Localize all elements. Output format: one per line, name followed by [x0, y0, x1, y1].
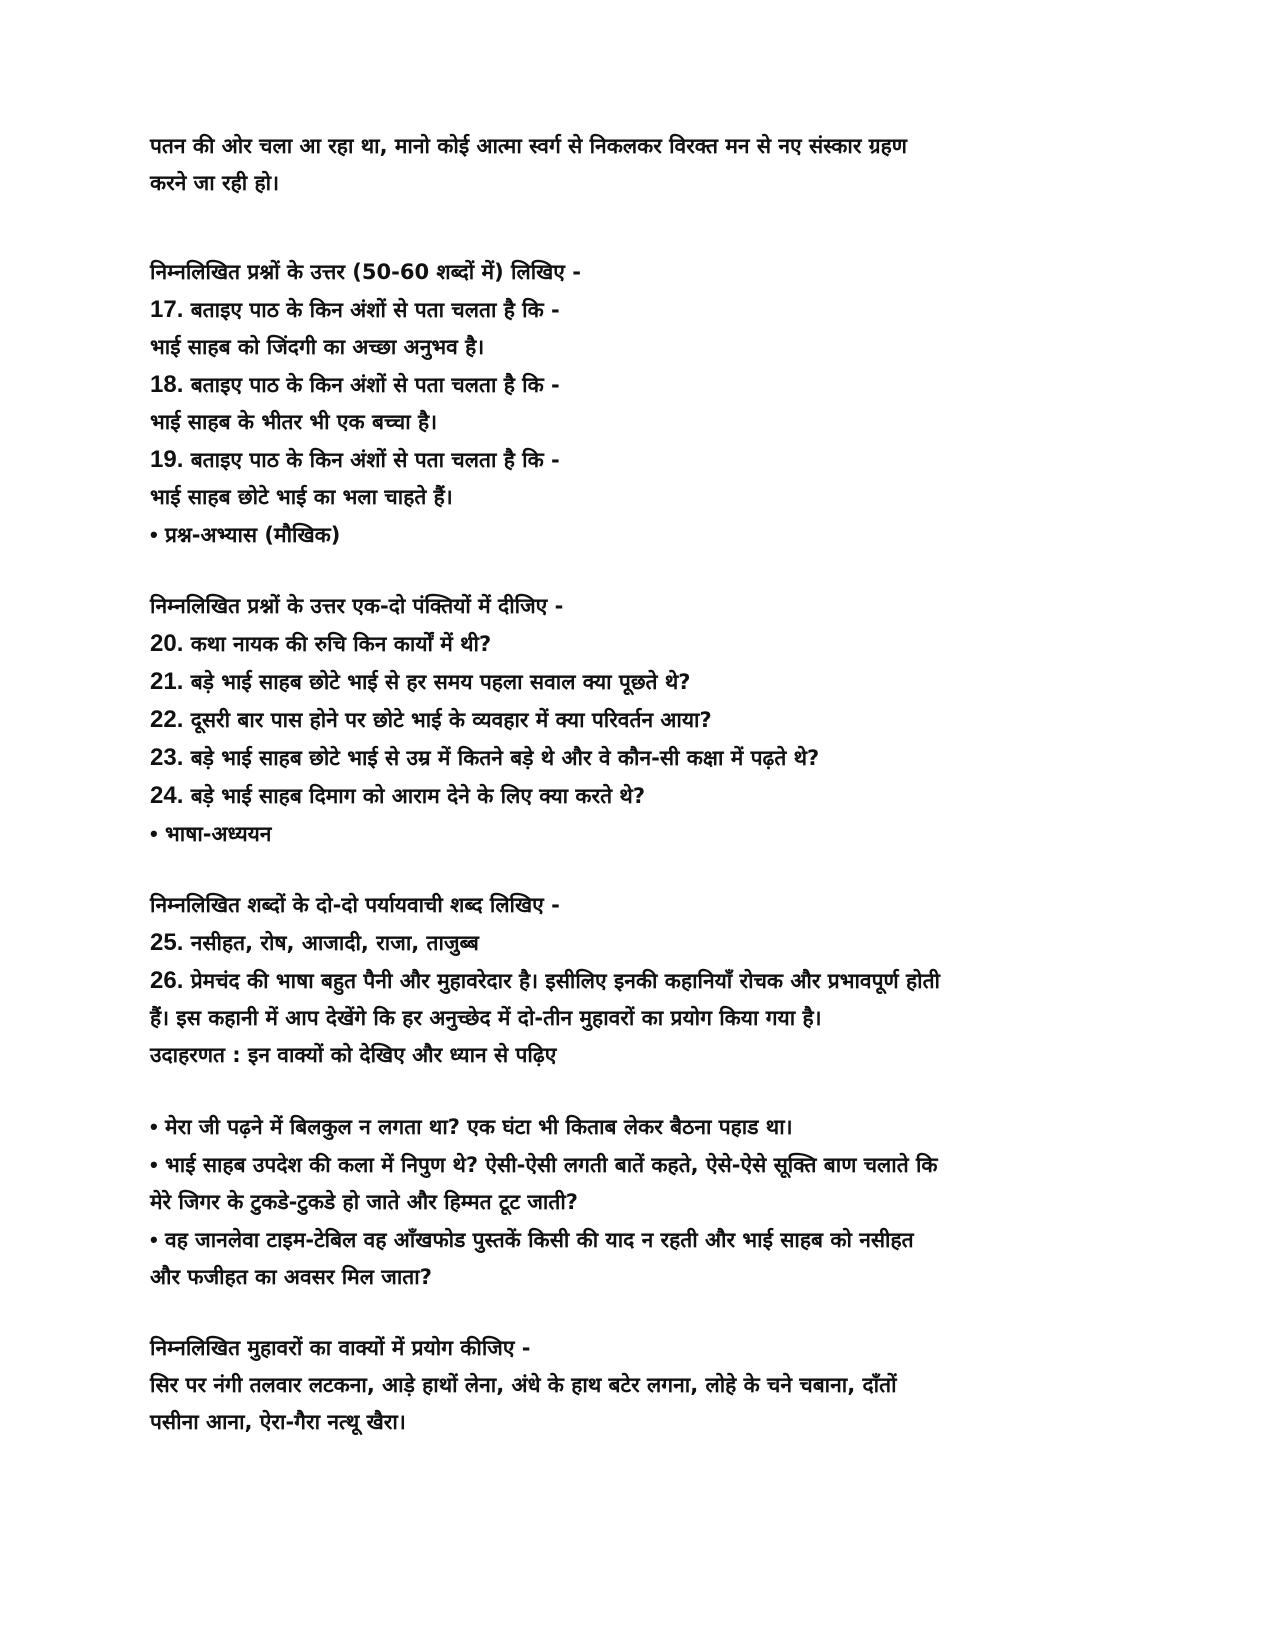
example-3-line-1: [150, 1221, 1125, 1259]
intro-line-2: करने जा रही हो।: [150, 171, 280, 195]
document-page: [150, 128, 1125, 1441]
question-22: [150, 701, 1125, 739]
question-26-line-2: हैं। इस कहानी में आप देखेंगे कि हर अनुच्छेद में दो-तीन मुहावरों का प्रयोग किया गया है।: [150, 1006, 822, 1030]
section-title-oral: [150, 516, 1125, 554]
question-number: 17.: [150, 296, 184, 323]
question-25: [150, 924, 1125, 962]
example-2-line-2: मेरे जिगर के टुकडे-टुकडे हो जाते और हिम्मत टूट जाती?: [150, 1190, 578, 1214]
question-text: बड़े भाई साहब छोटे भाई से हर समय पहला सवाल क्या पूछते थे?: [190, 670, 691, 694]
question-text: नसीहत, रोष, आजादी, राजा, ताजुब्ब: [190, 931, 479, 955]
question-17: [150, 291, 1125, 329]
question-19-sub: भाई साहब छोटे भाई का भला चाहते हैं।: [150, 485, 453, 509]
question-text: दूसरी बार पास होने पर छोटे भाई के व्यवहार में क्या परिवर्तन आया?: [190, 708, 712, 732]
question-18-sub: भाई साहब के भीतर भी एक बच्चा है।: [150, 410, 438, 434]
bullet-icon: •: [150, 821, 158, 846]
question-21: [150, 663, 1125, 701]
question-24: [150, 777, 1125, 815]
question-text: कथा नायक की रुचि किन कार्यों में थी?: [190, 632, 492, 656]
example-text: भाई साहब उपदेश की कला में निपुण थे? ऐसी-ऐसी लगती बातें कहते, ऐसे-ऐसे सूक्ति बाण चलाते कि: [165, 1153, 938, 1177]
section-title-text: भाषा-अध्ययन: [165, 822, 272, 846]
idioms-line-2: पसीना आना, ऐरा-गैरा नत्थू खैरा।: [150, 1410, 406, 1434]
question-number: 24.: [150, 782, 184, 809]
question-text: बताइए पाठ के किन अंशों से पता चलता है कि -: [190, 448, 560, 472]
intro-line-1: पतन की ओर चला आ रहा था, मानो कोई आत्मा स्वर्ग से निकलकर विरक्त मन से नए संस्कार ग्रहण: [150, 134, 907, 158]
question-text: बताइए पाठ के किन अंशों से पता चलता है कि -: [190, 373, 560, 397]
bullet-icon: •: [150, 1152, 158, 1177]
oral-answer-heading: निम्नलिखित प्रश्नों के उत्तर एक-दो पंक्तियों में दीजिए -: [150, 594, 564, 618]
example-3-line-2: और फजीहत का अवसर मिल जाता?: [150, 1265, 432, 1289]
question-26-line-3: उदाहरणत : इन वाक्यों को देखिए और ध्यान से पढ़िए: [150, 1043, 557, 1067]
synonyms-heading: निम्नलिखित शब्दों के दो-दो पर्यायवाची शब्द लिखिए -: [150, 893, 560, 917]
question-number: 19.: [150, 446, 184, 473]
question-number: 18.: [150, 371, 184, 398]
bullet-icon: •: [150, 1227, 158, 1252]
question-number: 25.: [150, 929, 184, 956]
section-title-text: प्रश्न-अभ्यास (मौखिक): [165, 523, 341, 547]
question-20: [150, 625, 1125, 663]
question-26-line-1: [150, 962, 1125, 1000]
idioms-heading: निम्नलिखित मुहावरों का वाक्यों में प्रयोग कीजिए -: [150, 1336, 531, 1360]
long-answer-heading: निम्नलिखित प्रश्नों के उत्तर (50-60 शब्दों में) लिखिए -: [150, 260, 581, 284]
example-text: मेरा जी पढ़ने में बिलकुल न लगता था? एक घंटा भी किताब लेकर बैठना पहाड था।: [165, 1115, 793, 1139]
question-number: 26.: [150, 967, 184, 994]
question-18: [150, 366, 1125, 404]
question-23: [150, 739, 1125, 777]
example-text: वह जानलेवा टाइम-टेबिल वह आँखफोड पुस्तकें किसी की याद न रहती और भाई साहब को नसीहत: [165, 1228, 914, 1252]
question-number: 22.: [150, 706, 184, 733]
example-1: [150, 1108, 1125, 1146]
bullet-icon: •: [150, 1114, 158, 1139]
section-title-language: [150, 815, 1125, 853]
question-text: प्रेमचंद की भाषा बहुत पैनी और मुहावरेदार है। इसीलिए इनकी कहानियाँ रोचक और प्रभावपूर्ण होती: [190, 969, 940, 993]
idioms-line-1: सिर पर नंगी तलवार लटकना, आड़े हाथों लेना, अंधे के हाथ बटेर लगना, लोहे के चने चबाना, दाँतों: [150, 1373, 897, 1397]
question-number: 21.: [150, 668, 184, 695]
question-text: बड़े भाई साहब दिमाग को आराम देने के लिए क्या करते थे?: [190, 784, 646, 808]
question-text: बड़े भाई साहब छोटे भाई से उम्र में कितने बड़े थे और वे कौन-सी कक्षा में पढ़ते थे?: [190, 746, 820, 770]
question-text: बताइए पाठ के किन अंशों से पता चलता है कि -: [190, 298, 560, 322]
question-number: 23.: [150, 744, 184, 771]
question-number: 20.: [150, 630, 184, 657]
example-2-line-1: [150, 1146, 1125, 1184]
question-17-sub: भाई साहब को जिंदगी का अच्छा अनुभव है।: [150, 335, 485, 359]
bullet-icon: •: [150, 522, 158, 547]
question-19: [150, 441, 1125, 479]
